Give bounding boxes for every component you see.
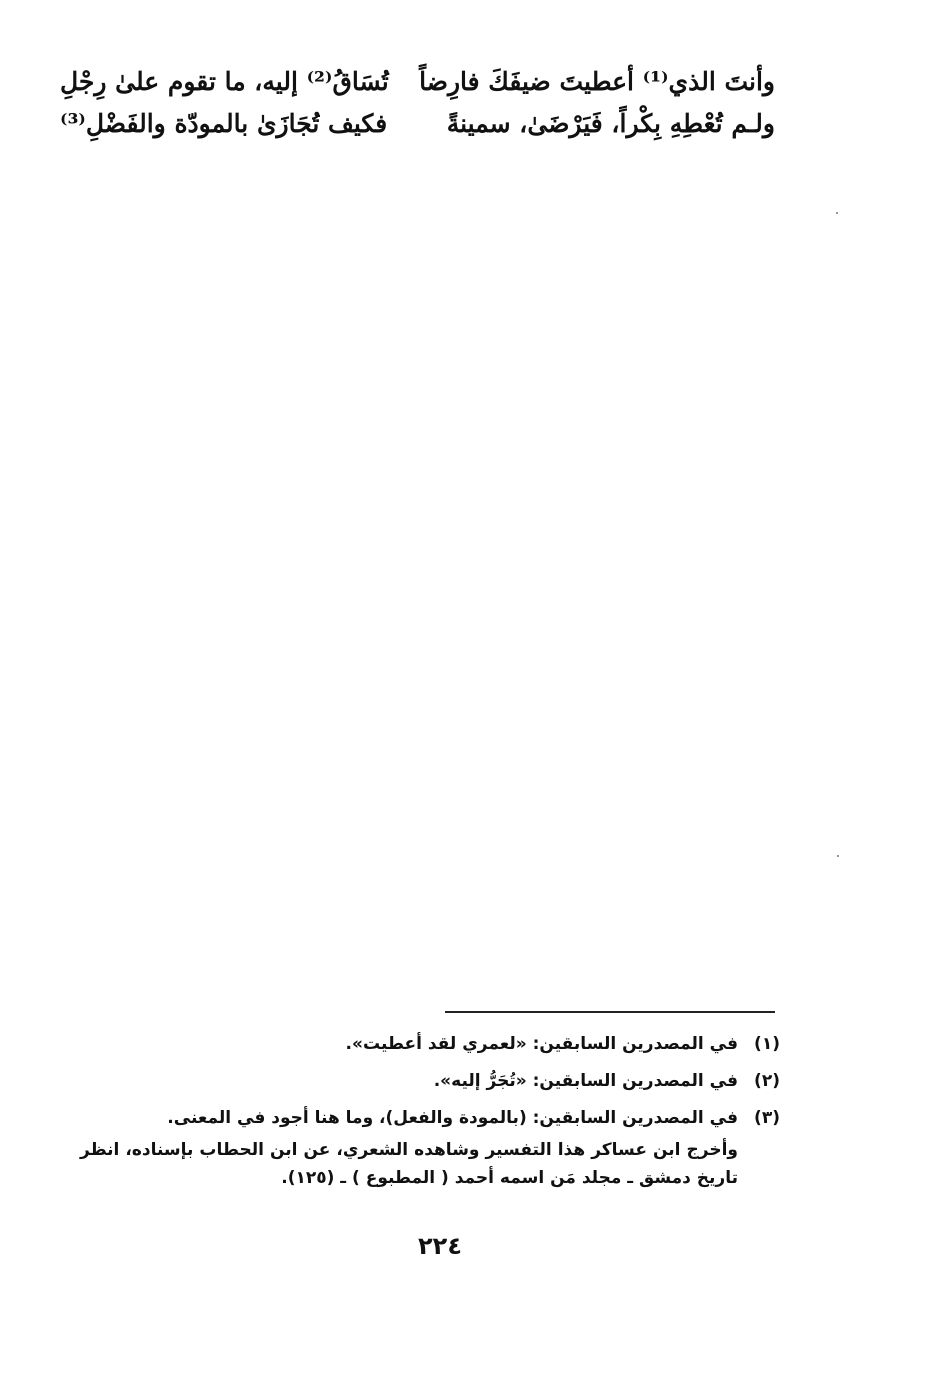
- footnote: [80, 1062, 780, 1099]
- footnote: [80, 1099, 780, 1136]
- footnote-number: (٣): [754, 1107, 780, 1128]
- poem-block: [60, 60, 775, 144]
- verse-first-hemistich: وأنتَ الذي⁽¹⁾ أعطيتَ ضيفَكَ فارِضاً: [419, 66, 775, 96]
- footnote-continuation: وأخرج ابن عساكر هذا التفسير وشاهده الشعري، عن ابن الحطاب بإسناده، انظر تاريخ دمشق ـ مجلد مَن اسمه أحمد ( المطبوع ) ـ (١٢٥).: [80, 1140, 738, 1188]
- footnote-text: في المصدرين السابقين: «تُجَرُّ إليه».: [433, 1070, 738, 1091]
- poem-verse: [60, 60, 775, 102]
- footnote-separator: [445, 1011, 775, 1013]
- scan-speck: [836, 212, 838, 214]
- poem-verse: [60, 102, 775, 144]
- footnote-text: في المصدرين السابقين: «لعمري لقد أعطيت».: [345, 1033, 738, 1054]
- verse-second-hemistich: فكيف تُجَازَىٰ بالمودّة والفَضْلِ⁽³⁾: [60, 108, 388, 138]
- footnotes-block: [80, 1025, 780, 1192]
- footnote-text: في المصدرين السابقين: (بالمودة والفعل)، وما هنا أجود في المعنى.: [167, 1107, 738, 1128]
- footnote-number: (١): [754, 1033, 780, 1054]
- scan-speck: [837, 855, 839, 857]
- footnote: [80, 1025, 780, 1062]
- page-number: ٢٢٤: [418, 1232, 462, 1260]
- footnote-number: (٢): [754, 1070, 780, 1091]
- verse-first-hemistich: ولـم تُعْطِهِ بِكْراً، فَيَرْضَىٰ، سمينةً: [446, 108, 775, 138]
- verse-second-hemistich: تُسَاقُ⁽²⁾ إليه، ما تقوم علىٰ رِجْلِ: [60, 66, 389, 96]
